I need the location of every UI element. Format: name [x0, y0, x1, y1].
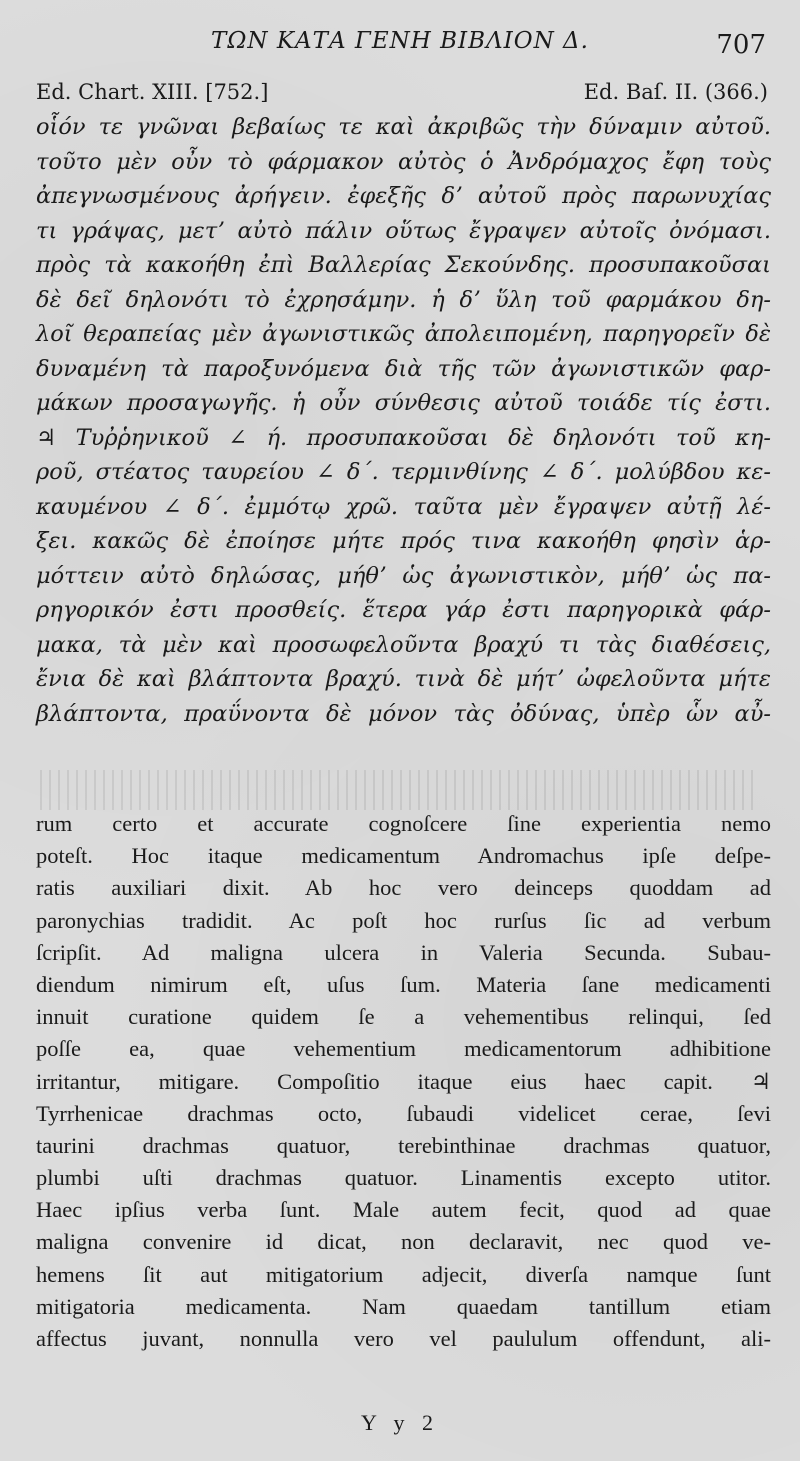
edition-reference-basel: Ed. Baſ. II. (366.) — [583, 80, 768, 104]
greek-text-block — [36, 110, 771, 731]
edition-reference-chartier: Ed. Chart. XIII. [752.] — [36, 80, 269, 104]
latin-translation-block — [36, 808, 771, 1355]
greek-text-line: λοῖ θεραπείας μὲν ἀγωνιστικῶς ἀπολειπομένη, παρηγορεῖν δὲ — [36, 321, 771, 347]
greek-text-line: δυναμένη τὰ παροξυνόμενα διὰ τῆς τῶν ἀγωνιστικῶν φαρ- — [36, 355, 771, 382]
greek-text-line: καυμένου ∠ δ΄. ἐμμότῳ χρῶ. ταῦτα μὲν ἔγραψεν αὐτῇ λέ- — [36, 493, 771, 520]
latin-text-line: diendum nimirum eſt, uſus ſum. Materia ſane medicamenti — [36, 971, 771, 997]
greek-text-line: οἷόν τε γνῶναι βεβαίως τε καὶ ἀκριβῶς τὴν δύναμιν αὐτοῦ. — [36, 114, 771, 140]
greek-text-line: μάκων προσαγωγῆς. ἡ οὖν σύνθεσις αὐτοῦ τοιάδε τίς ἐστι. — [36, 390, 771, 416]
latin-text-line: rum certo et accurate cognoſcere ſine experientia nemo — [36, 811, 771, 836]
page-number: 707 — [716, 30, 766, 60]
latin-text-line: maligna convenire id dicat, non declaravit, nec quod ve- — [36, 1229, 771, 1255]
latin-text-line: paronychias tradidit. Ac poſt hoc rurſus ſic ad verbum — [36, 907, 771, 933]
latin-text-line: poteſt. Hoc itaque medicamentum Andromachus ipſe deſpe- — [36, 843, 771, 869]
latin-text-line: irritantur, mitigare. Compoſitio itaque eius haec capit. ♃ — [36, 1068, 771, 1094]
latin-text-line: affectus juvant, nonnulla vero vel paululum offendunt, ali- — [36, 1326, 771, 1351]
latin-text-line: mitigatoria medicamenta. Nam quaedam tantillum etiam — [36, 1293, 771, 1319]
greek-text-line: ξει. κακῶς δὲ ἐποίησε μήτε πρός τινα κακοήθη φησὶν ἁρ- — [36, 528, 771, 554]
greek-text-line: ἔνια δὲ καὶ βλάπτοντα βραχύ. τινὰ δὲ μήτʼ ὠφελοῦντα μήτε — [36, 666, 771, 692]
latin-text-line: taurini drachmas quatuor, terebinthinae drachmas quatuor, — [36, 1132, 771, 1158]
latin-text-line: Haec ipſius verba ſunt. Male autem fecit, quod ad quae — [36, 1197, 771, 1223]
show-through-bleed — [40, 770, 760, 810]
latin-text-line: plumbi uſti drachmas quatuor. Linamentis excepto utitor. — [36, 1165, 771, 1191]
signature-mark: Y y 2 — [360, 1410, 440, 1435]
latin-text-line: poſſe ea, quae vehementium medicamentorum adhibitione — [36, 1036, 771, 1062]
greek-text-line: τι γράψας, μετʼ αὐτὸ πάλιν οὕτως ἔγραψεν αὐτοῖς ὀνόμασι. — [36, 217, 771, 244]
latin-text-line: innuit curatione quidem ſe a vehementibus relinqui, ſed — [36, 1004, 771, 1030]
greek-text-line: ρηγορικόν ἐστι προσθείς. ἕτερα γάρ ἐστι παρηγορικὰ φάρ- — [36, 597, 771, 623]
latin-text-line: ratis auxiliari dixit. Ab hoc vero deinceps quoddam ad — [36, 875, 771, 901]
latin-text-line: ſcripſit. Ad maligna ulcera in Valeria Secunda. Subau- — [36, 939, 771, 965]
latin-text-line: Tyrrhenicae drachmas octo, ſubaudi videlicet cerae, ſevi — [36, 1100, 771, 1126]
greek-text-line: πρὸς τὰ κακοήθη ἐπὶ Βαλλερίας Σεκούνδης. προσυπακοῦσαι — [36, 252, 771, 278]
greek-text-line: δὲ δεῖ δηλονότι τὸ ἐχρησάμην. ἡ δʼ ὕλη τοῦ φαρμάκου δη- — [36, 286, 771, 313]
running-head: ΤΩΝ ΚΑΤΑ ΓΕΝΗ ΒΙΒΛΙΟΝ Δ. — [211, 28, 589, 54]
greek-text-line: μακα, τὰ μὲν καὶ προσωφελοῦντα βραχύ τι τὰς διαθέσεις, — [36, 631, 771, 658]
greek-text-line: ἀπεγνωσμένους ἀρήγειν. ἐφεξῆς δʼ αὐτοῦ πρὸς παρωνυχίας — [36, 183, 771, 209]
greek-text-line: μόττειν αὐτὸ δηλώσας, μήθʼ ὡς ἀγωνιστικὸν, μήθʼ ὡς πα- — [36, 562, 771, 589]
greek-text-line: ♃ Τυῤῥηνικοῦ ∠ ή. προσυπακοῦσαι δὲ δηλονότι τοῦ κη- — [36, 424, 771, 451]
latin-text-line: hemens ſit aut mitigatorium adjecit, diverſa namque ſunt — [36, 1261, 771, 1287]
greek-text-line: ροῦ, στέατος ταυρείου ∠ δ΄. τερμινθίνης ∠ δ΄. μολύβδου κε- — [36, 459, 771, 485]
greek-text-line: τοῦτο μὲν οὖν τὸ φάρμακον αὐτὸς ὁ Ἀνδρόμαχος ἔφη τοὺς — [36, 148, 771, 175]
greek-text-line: βλάπτοντα, πραΰνοντα δὲ μόνον τὰς ὀδύνας, ὑπὲρ ὧν αὖ- — [36, 700, 771, 727]
